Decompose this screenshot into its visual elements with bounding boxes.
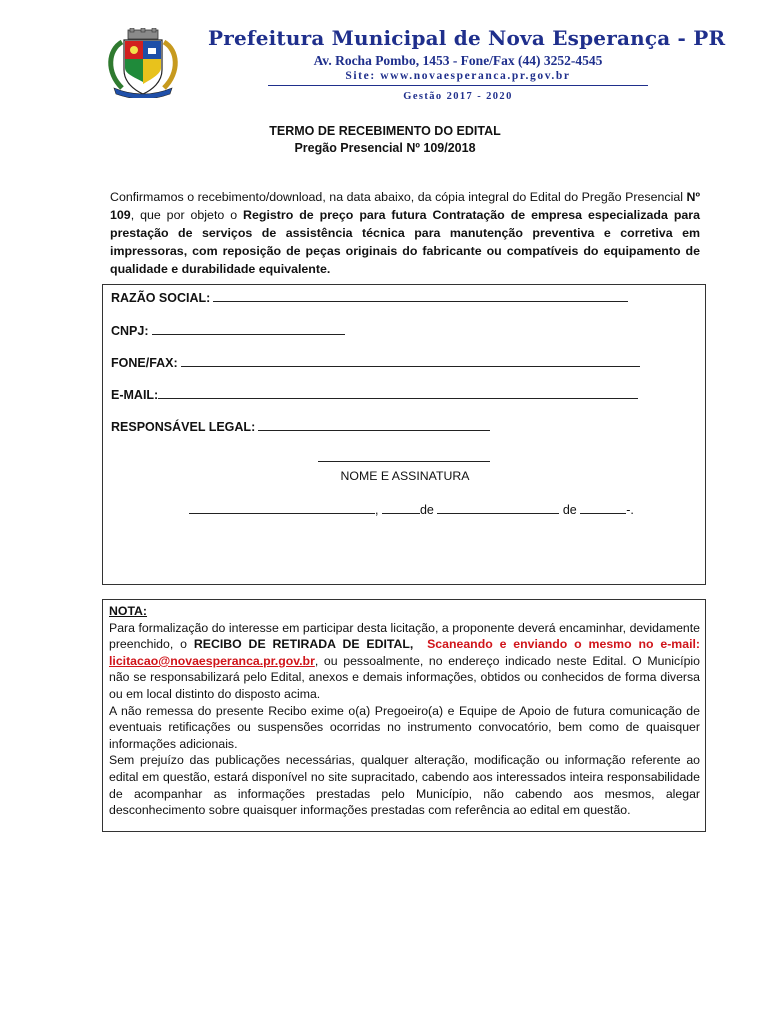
document-title: TERMO DE RECEBIMENTO DO EDITAL <box>269 124 501 138</box>
municipality-title: Prefeitura Municipal de Nova Esperança - PR <box>208 26 726 50</box>
responsavel-label: RESPONSÁVEL LEGAL: <box>111 420 256 434</box>
note-box <box>102 599 706 832</box>
municipality-site: Site: www.novaesperanca.pr.gov.br <box>345 70 571 82</box>
date-end: -. <box>626 503 634 517</box>
note-heading: NOTA: <box>109 604 148 618</box>
cnpj-blank[interactable] <box>152 323 345 335</box>
email-label: E-MAIL: <box>111 388 159 402</box>
note-paragraph-2: A não remessa do presente Recibo exime o(a) Pregoeiro(a) e Equipe de Apoio de futura comunicação de eventuais retificações ou suspensões ocorridas no instrumento convocatório, bem como de quaisquer informações adicionais. <box>109 703 700 751</box>
email-blank[interactable] <box>158 387 638 399</box>
document-subtitle: Pregão Presencial Nº 109/2018 <box>294 141 476 155</box>
date-de-2: de <box>562 503 577 517</box>
fone-fax-blank[interactable] <box>181 355 640 367</box>
email-field[interactable] <box>111 387 638 402</box>
razao-social-blank[interactable] <box>213 290 628 302</box>
cnpj-label: CNPJ: <box>111 324 149 338</box>
cnpj-field[interactable] <box>111 323 345 338</box>
month-blank[interactable] <box>437 502 559 514</box>
date-de-1: de <box>419 503 434 517</box>
fone-fax-field[interactable] <box>111 355 640 370</box>
municipality-address: Av. Rocha Pombo, 1453 - Fone/Fax (44) 3252-4545 <box>313 53 603 68</box>
razao-social-label: RAZÃO SOCIAL: <box>111 291 211 305</box>
fone-fax-label: FONE/FAX: <box>111 356 178 370</box>
intro-text-2: , que por objeto o <box>130 208 244 222</box>
responsavel-blank[interactable] <box>258 419 490 431</box>
note-paragraph-1 <box>109 620 700 703</box>
note-text-1: Para formalização do interesse em participar desta licitação, a proponente deverá encaminhar, devidamente preenchido, o <box>109 620 700 652</box>
razao-social-field[interactable] <box>111 290 628 305</box>
header-divider <box>268 85 648 86</box>
coat-of-arms-icon <box>100 28 186 98</box>
date-line[interactable] <box>189 502 634 517</box>
signature-line[interactable] <box>318 461 490 462</box>
note-text-1-end: , ou pessoalmente, no endereço indicado neste Edital. O Município não se responsabilizará pelo Edital, anexos e demais informações, obtidos ou conhecidos de forma diversa ou em local distinto do disposto acima. <box>109 653 700 701</box>
note-paragraph-3: Sem prejuízo das publicações necessárias, qualquer alteração, modificação ou informação referente ao edital em questão, estará disponível no site supracitado, cabendo aos interessados inteira responsabilidade de acompanhar as informações prestadas pelo Município, não cabendo aos mesmos, alegar desconhecimento sobre quaisquer informações prestadas com referência ao edital em questão. <box>109 753 700 818</box>
letterhead-text <box>208 26 726 102</box>
intro-bold-number: Nº 109 <box>110 190 700 222</box>
note-receipt-bold: RECIBO DE RETIRADA DE EDITAL, <box>193 637 414 652</box>
administration-term: Gestão 2017 - 2020 <box>403 91 513 102</box>
note-red-instruction: Scaneando e enviando o mesmo no e-mail: <box>427 637 701 652</box>
intro-paragraph <box>110 188 700 278</box>
receipt-form <box>102 284 706 585</box>
intro-text-1: Confirmamos o recebimento/download, na data abaixo, da cópia integral do Edital do Pregão Presencial <box>110 190 687 204</box>
date-comma: , <box>375 503 379 517</box>
signature-label: NOME E ASSINATURA <box>340 469 470 483</box>
letterhead <box>100 26 726 108</box>
year-blank[interactable] <box>580 502 626 514</box>
note-content <box>109 603 700 819</box>
responsavel-field[interactable] <box>111 419 490 434</box>
day-blank[interactable] <box>382 502 420 514</box>
intro-bold-object: Registro de preço para futura Contratação de empresa especializada para prestação de serviços de assistência técnica para manutenção preventiva e corretiva em impressoras, com reposição de peças originais do fabricante ou compatíveis do equipamento de qualidade e durabilidade equivalente. <box>110 208 700 276</box>
city-blank[interactable] <box>189 502 375 514</box>
email-link[interactable]: licitacao@novaesperanca.pr.gov.br <box>109 653 315 668</box>
